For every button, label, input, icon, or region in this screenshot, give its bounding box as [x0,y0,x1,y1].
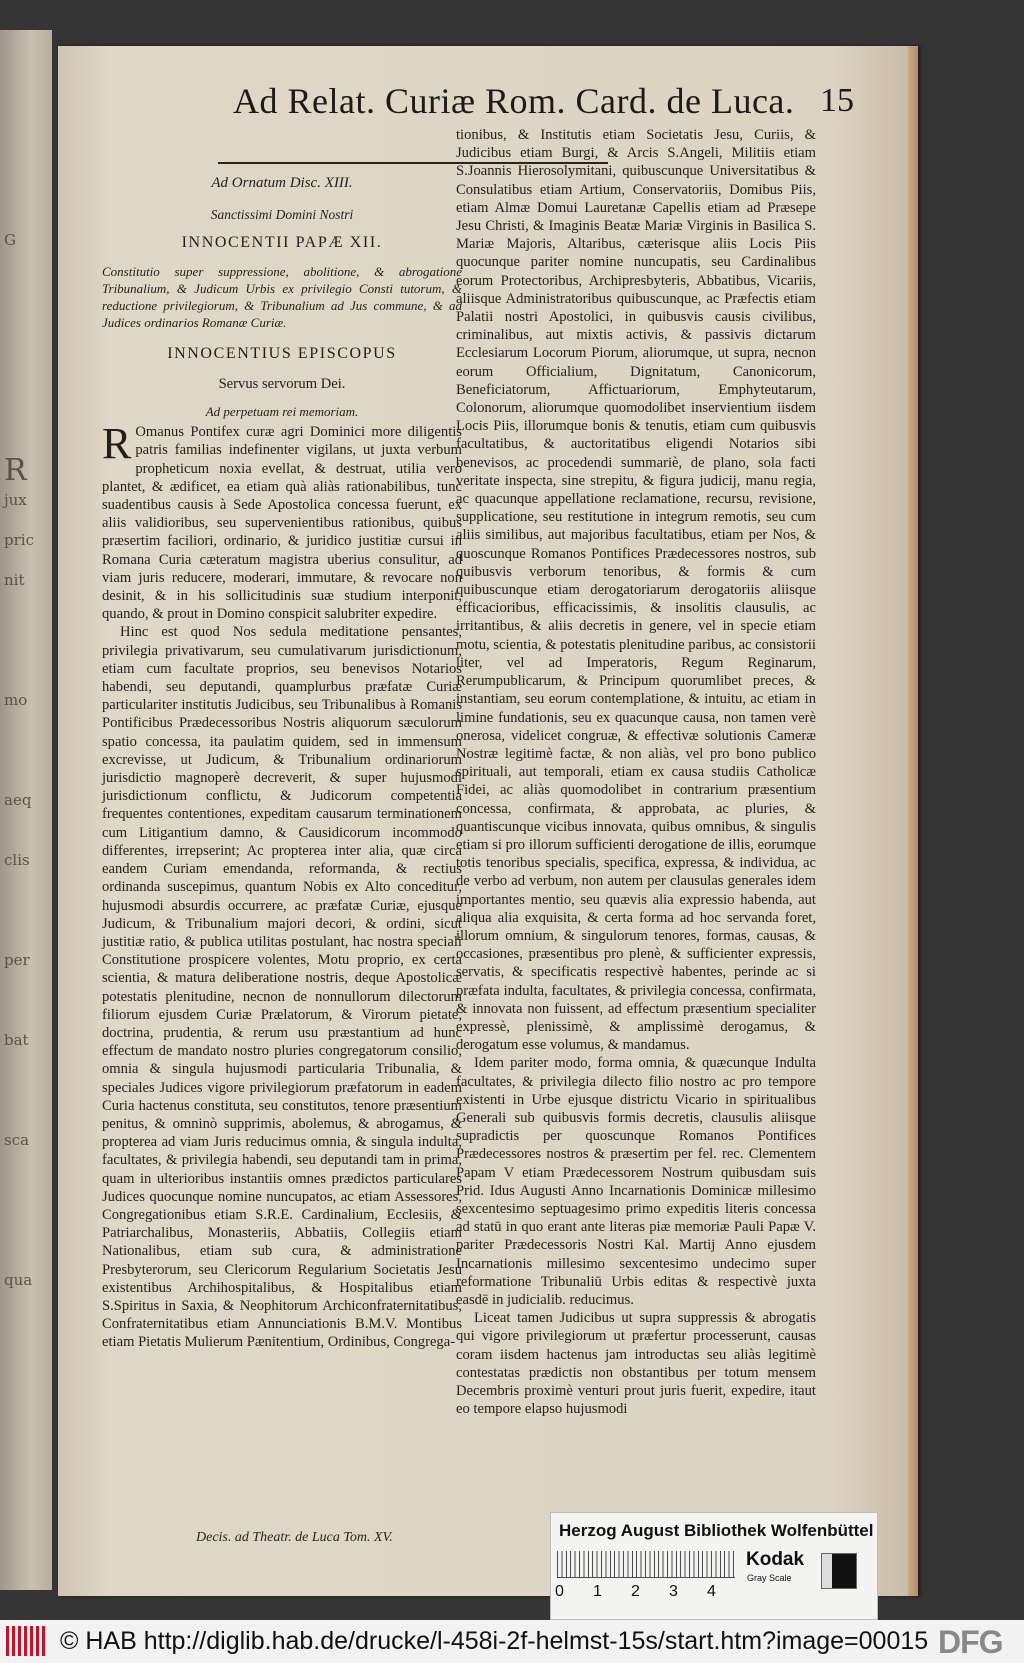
paragraph-2: Hinc est quod Nos sedula meditatione pensantes, privilegia privativarum, seu cumulativarum jurisdictionum, etiam cum facultate proprios, seu benevisos Notarios habendi, seu deputandi, quamplurbus præfatæ Curiæ particulariter institutis Judicibus, seu Tribunalibus à Romanis Pontificibus Prædecessoribus Nostris aliquorum sæculorum spatio concessa, ita paulatim quidem, sed in immensum excrevisse, ut Judicum, & Tribunalium ordinariorum jurisdictio magnoperè decreverit, & super hujusmodi jurisdictionum conflictu, & Judicorum competentia frequentes contentiones, expeditam causarum terminationem cum Litigantium damno, & Causidicorum incommodo differentes, irrepserint; Ac propterea inter alia, quæ circa eandem Curiam emendanda, reformanda, & rectius ordinanda suscepimus, quantum Nobis ex Alto conceditur, hujusmodi absurdis occurrere, ac præfatæ Curiæ, ejusque Judicum, & Tribunalium majori decori, & ordini, sicut justitiæ ratio, & publica utilitas postulant, hac nostra speciali Constitutione prospicere volentes, Motu proprio, ex certa scientia, & matura deliberatione nostris, deque Apostolicæ potestatis plenitudine, necnon de nonnullorum dilectorum filiorum ejusdem Curiæ Prælatorum, & Virorum pietate, doctrina, prudentia, & rerum usu præstantium ad hunc effectum de mandato nostro pluries congregatorum consilio, omnia & singula hujusmodi particularia Tribunalia, & speciales Judices vigore privilegiorum præfatorum in eadem Curia hactenus constituta, seu constitutos, tenore præsentium penitus, & omninò supprimis, abolemus, & abrogamus, & propterea ad viam Juris reducimus omnia, & singula indulta, facultates, & privilegia habendi, seu deputandi tam in prima, quam in ulterioribus instantiis omnes prædictos particulares Judices quocunque nomine nuncupatos, ac etiam Assessores, Congregationibus etiam S.R.E. Cardinalium, Ecclesiis, & Patriarchalibus, Monasteriis, Abbatiis, Collegiis etiam Nationalibus, etiam sub cura, & administratione Presbyterorum, seu Clericorum Regularium Societatis Jesu existentibus Archihospitalibus, & Hospitalibus etiam S.Spiritus in Saxia, & Neophitorum Archiconfraternitatibus, Confraternitatibus etiam Annunciationis B.M.V. Montibus etiam Pietatis Mulierum Pænitentium, Ordinibus, Congrega- [102,624,462,1351]
column-left [102,174,462,1352]
margin-fragment: sca [4,1131,30,1149]
scale-ruler [557,1551,735,1578]
episcopus-heading: INNOCENTIUS EPISCOPUS [167,344,397,362]
library-name: Herzog August Bibliothek Wolfenbüttel [559,1521,874,1540]
ruler-number: 0 [555,1583,564,1600]
copyright-link[interactable]: © HAB http://diglib.hab.de/drucke/l-458i-2f-helmst-15s/start.htm?image=00015 [60,1627,929,1655]
paragraph-1 [102,419,462,623]
margin-fragment: mo [4,691,28,709]
sanctissimi-line: Sanctissimi Domini Nostri [210,207,354,223]
ruler-number: 3 [669,1583,678,1600]
constitutio-title: Constitutio super suppressione, abolitione, & abrogatione Tribunalium, & Judicum Urbis ex privilegio Consti tutorum, & reductione privilegiorum, & Tribunalium ad Jus commune, & ad Judices ordinarios Romanæ Curiæ. [102,263,462,330]
innocentii-heading: INNOCENTII PAPÆ XII. [181,234,383,252]
hab-barcode-icon [6,1626,46,1656]
gray-scale-label: Gray Scale [747,1573,792,1583]
paragraph-5: Liceat tamen Judicibus ut supra suppressis & abrogatis qui vigore privilegiorum ut præfertur processerunt, causas coram iisdem hactenus jam introductas seu aliàs legitimè contestatas prædictis non obstantibus per totum mensem Decembris proximè venturi prout juris fuerit, expedire, itaut eo tempore elapso hujusmodi [456,1310,816,1418]
margin-fragment: nit [4,571,25,589]
margin-fragment: clis [4,851,30,869]
dfg-logo: DFG [938,1624,1003,1660]
kodak-logo: Kodak [746,1549,805,1570]
paragraph-1-text: Omanus Pontifex curæ agri Dominici more diligentis patris familias indefinenter vigilans, ut juxta verbum propheticum noxia evellat, & destruat, utilia verò plantet, & ædificet, ea etiam quà aliàs rationabilibus, tunc suadentibus causis à Sede Apostolica concessa fuerunt, ex aliis validioribus, seu supervenientibus rationibus, quibus præsertim faciliori, ordinario, & juridico justitiæ cursui in Romana Curia cæteratum magistra uberius consulitur, ad viam juris reducere, moderari, immutare, & revocare non desinit, & in his sollicitudinis suæ studium interponit, quando, & prout in Domino conspicit salubriter expedire. [102,424,462,623]
book-page [58,46,918,1596]
ruler-number: 4 [707,1583,716,1600]
column-right [456,126,816,1418]
previous-page-edge [0,30,52,1590]
gray-patch [821,1553,857,1589]
viewer-footer-bar [0,1620,1024,1663]
margin-fragment: R [4,453,27,488]
margin-fragment: per [4,951,30,969]
ruler-number: 1 [593,1583,602,1600]
margin-fragment: pric [4,531,34,549]
servus-line: Servus servorum Dei. [218,375,346,392]
running-title: Ad Relat. Curiæ Rom. Card. de Luca. [233,81,795,121]
color-calibration-card [550,1512,878,1620]
margin-fragment: jux [4,491,27,509]
ornatum-heading: Ad Ornatum Disc. XIII. [211,175,353,191]
margin-fragment: bat [4,1031,29,1049]
ruler-number: 2 [631,1583,640,1600]
page-fore-edge [908,46,918,1596]
drop-cap: R [102,419,132,469]
paragraph-3: tionibus, & Institutis etiam Societatis Jesu, Curiis, & Judicibus etiam Burgi, & Arcis S.Angeli, Militiis etiam S.Joannis Hierosolymitani, quibuscunque Universitatibus & Consulatibus etiam Artium, Conservatoriis, Domibus Piis, etiam Almæ Domui Lauretanæ Capellis etiam ad Præsepe Jesu Christi, & Imaginis Beatæ Mariæ Virginis in Basilica S. Mariæ Majoris, Altaribus, cæterisque aliis Locis Piis quocunque pariter nomine nuncupatis, seu Cardinalibus eorum Protectoribus, Archipresbyteris, Abbatibus, Vicariis, aliisque Administratoribus quibuscunque, ac Præfectis etiam Palatii nostri Apostolici, in quibusvis causis civilibus, criminalibus, aut mixtis activis, & passivis dictarum Ecclesiarum Locorum Piorum, aliorumque, ut supra, necnon eorum Officialium, Dignitatum, Canonicorum, Beneficiatorum, Affictuariorum, Emphyteutarum, Colonorum, aliorumque quomodolibet inservientium iisdem Locis Piis, illorumque bonis & tenutis, etiam cum quibusvis facultatibus, & auctoritatibus eligendi Notarios sibi benevisos, ac procedendi summariè, de plano, sola facti veritate inspecta, sine strepitu, & figura judicij, manu regia, ac quacunque appellatione reclamatione, recursu, revisione, supplicatione, seu restitutione in integrum remotis, seu cum aliis similibus, aut majoribus facultatibus, etiam per Nos, & quoscunque Romanos Pontifices Prædecessores nostros, sub quibusvis verborum tenoribus, & formis & cum quibuscunque etiam derogatoriarum derogatoriis aliisque efficacioribus, efficacissimis, & insolitis clausulis, ac irritantibus, & aliis decretis in genere, vel in specie etiam motu, scientia, & potestatis plenitudine paribus, ac consistorii liter, vel ad Imperatoris, Regum Reginarum, Rerumpublicarum, & Principum quorumlibet preces, & instantiam, seu eorum contemplatione, & intuitu, ac etiam in limine fundationis, seu ex quacunque causa, non tamen verè onerosa, videlicet congruæ, & effectivæ solutionis Cameræ Nostræ legitimè factæ, & non aliàs, vel pro bono publico spirituali, aut temporali, etiam ex causa studiis Catholicæ Fidei, ac aliàs quomodolibet in contrarium præsentium concessa, confirmata, & approbata, ac pluries, & quantiscunque vicibus innovata, quibus omnibus, & singulis etiam si pro illorum sufficienti derogatione de illis, eorumque totis tenoribus specialis, specifica, expressa, & individua, ac de verbo ad verbum, non autem per clausulas generales idem importantes mentio, seu quævis alia expressio habenda, aut aliqua alia exquisita, & certa forma ad hoc servanda foret, illorum omnium, & singulorum tenores, formas, causas, & occasiones, præsentibus pro plenè, & sufficienter expressis, servatis, & specificatis respectivè habentes, perinde ac si præfata indulta, facultates, & privilegia concessa, confirmata, & innovata non fuissent, ad effectum præsentium specialiter expressè, plenissimè, & amplissimè derogamus, & derogatum esse volumus, & mandamus. [456,127,816,1054]
margin-fragment: aeq [4,791,32,809]
memoriam-line: Ad perpetuam rei memoriam. [205,404,359,420]
book-title-footer: Decis. ad Theatr. de Luca Tom. XV. [196,1530,393,1545]
paragraph-4: Idem pariter modo, forma omnia, & quæcunque Indulta facultates, & privilegia dilecto filio nostro ac pro tempore existenti in Urbe ejusque districtu Vicario in spiritualibus Generali sub quibusvis formis decretis, clausulis aliisque supradictis per quoscunque Romanos Pontifices Prædecessores nostros & præsertim per fel. rec. Clementem Papam V etiam Prædecessorem Nostrum quibusdam suis Prid. Idus Augusti Anno Incarnationis Dominicæ millesimo sexcentesimo septuagesimo primo expeditis literis concessa ad statū in quo erant ante literas piæ memoriæ Pauli Papæ V. pariter Prædecessoris Nostri Kal. Martij Anno ejusdem Incarnationis millesimo sexcentesimo undecimo super reformatione Tribunaliū Urbis editas & respectivè juxta easdē in judicialib. reducimus. [456,1055,816,1308]
margin-fragment: G [4,231,16,249]
folio-number: 15 [820,82,854,119]
margin-fragment: qua [4,1271,33,1289]
